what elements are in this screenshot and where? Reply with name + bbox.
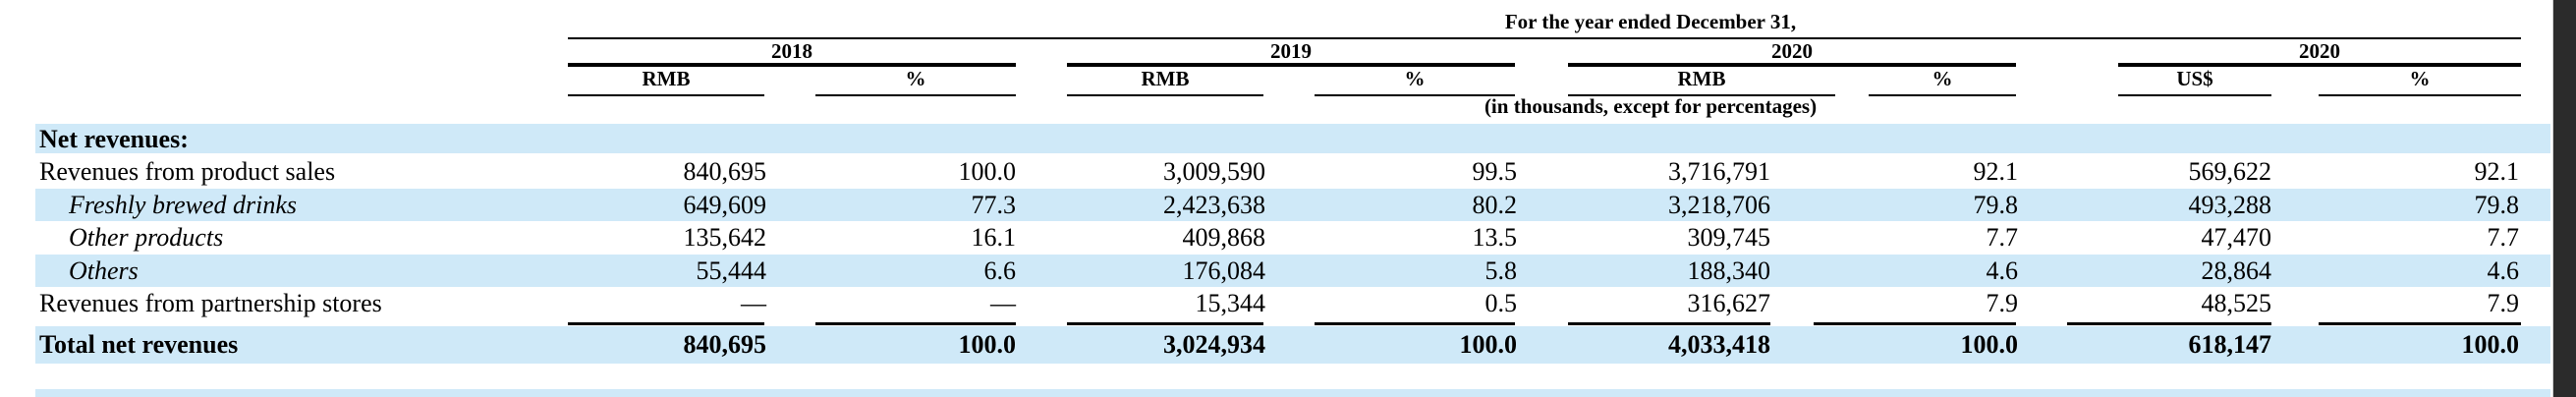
- total-rule-rmb-2020: [1568, 322, 1770, 325]
- row-band-next: [35, 389, 2550, 397]
- unit-header-rmb-2019: RMB: [1141, 67, 1190, 90]
- cell-r2-pct-2020: 7.7: [1986, 223, 2018, 252]
- row-band-6: [35, 326, 2550, 364]
- section-title: Net revenues:: [39, 125, 189, 153]
- unit-header-rmb-2020: RMB: [1677, 67, 1726, 90]
- cell-r4-pct-2018: —: [990, 289, 1016, 317]
- row-label-total-net-revenues: Total net revenues: [39, 330, 239, 359]
- unit-rule-usd-2020: [2118, 94, 2271, 96]
- unit-header-pct-2018: %: [905, 67, 926, 90]
- cell-r3-pct-2019: 5.8: [1484, 256, 1517, 285]
- row-label-product-sales: Revenues from product sales: [39, 157, 336, 186]
- cell-r4-pct-2019: 0.5: [1484, 289, 1517, 317]
- period-title: For the year ended December 31,: [1504, 10, 1797, 33]
- unit-header-pct-2019: %: [1404, 67, 1426, 90]
- cell-r0-rmb-2020: 3,716,791: [1668, 157, 1770, 186]
- row-label-freshly-brewed-drinks: Freshly brewed drinks: [69, 191, 298, 219]
- total-rule-pct-2020: [1814, 322, 2016, 325]
- cell-r3-usd-2020: 28,864: [2201, 256, 2271, 285]
- cell-r2-rmb-2019: 409,868: [1182, 223, 1265, 252]
- unit-header-usd-2020: US$: [2176, 67, 2213, 90]
- cell-r2-pct-2020-usd: 7.7: [2487, 223, 2519, 252]
- cell-r1-rmb-2019: 2,423,638: [1163, 191, 1265, 219]
- cell-r5-rmb-2020: 4,033,418: [1668, 330, 1770, 359]
- cell-r2-rmb-2020: 309,745: [1687, 223, 1770, 252]
- cell-r5-usd-2020: 618,147: [2188, 330, 2271, 359]
- row-label-other-products: Other products: [69, 223, 224, 252]
- cell-r3-rmb-2019: 176,084: [1182, 256, 1265, 285]
- cell-r5-pct-2019: 100.0: [1459, 330, 1517, 359]
- total-rule-usd-2020: [2067, 322, 2271, 325]
- cell-r1-pct-2020: 79.8: [1973, 191, 2018, 219]
- total-rule-pct-2019: [1315, 322, 1515, 325]
- cell-r2-rmb-2018: 135,642: [683, 223, 766, 252]
- row-band-2: [35, 189, 2550, 221]
- row-band-4: [35, 255, 2550, 287]
- cell-r2-pct-2018: 16.1: [971, 223, 1016, 252]
- unit-header-rmb-2018: RMB: [642, 67, 691, 90]
- year-header-2020-usd: 2020: [2299, 39, 2340, 63]
- cell-r0-pct-2019: 99.5: [1472, 157, 1517, 186]
- cell-r0-pct-2020: 92.1: [1973, 157, 2018, 186]
- total-rule-rmb-2018: [568, 322, 764, 325]
- cell-r4-rmb-2020: 316,627: [1687, 289, 1770, 317]
- cell-r5-pct-2020-usd: 100.0: [2461, 330, 2519, 359]
- row-band-section: [35, 124, 2550, 153]
- cell-r4-pct-2020: 7.9: [1986, 289, 2018, 317]
- cell-r0-pct-2020-usd: 92.1: [2474, 157, 2519, 186]
- year-header-2018: 2018: [771, 39, 812, 63]
- unit-header-pct-2020-usd: %: [2409, 67, 2431, 90]
- cell-r3-pct-2020-usd: 4.6: [2487, 256, 2519, 285]
- unit-rule-rmb-2018: [568, 94, 764, 96]
- unit-rule-pct-2018: [815, 94, 1016, 96]
- cell-r0-rmb-2019: 3,009,590: [1163, 157, 1265, 186]
- cell-r3-pct-2020: 4.6: [1986, 256, 2018, 285]
- cell-r2-usd-2020: 47,470: [2201, 223, 2271, 252]
- cell-r5-rmb-2018: 840,695: [683, 330, 766, 359]
- cell-r0-pct-2018: 100.0: [958, 157, 1016, 186]
- cell-r4-rmb-2019: 15,344: [1195, 289, 1265, 317]
- cell-r2-pct-2019: 13.5: [1472, 223, 1517, 252]
- cell-r3-pct-2018: 6.6: [983, 256, 1016, 285]
- cell-r5-pct-2018: 100.0: [958, 330, 1016, 359]
- units-note: (in thousands, except for percentages): [1484, 94, 1818, 118]
- year-header-2019: 2019: [1270, 39, 1312, 63]
- unit-rule-pct-2020-usd: [2319, 94, 2521, 96]
- cell-r1-rmb-2018: 649,609: [683, 191, 766, 219]
- cell-r1-pct-2019: 80.2: [1472, 191, 1517, 219]
- cell-r0-rmb-2018: 840,695: [683, 157, 766, 186]
- cell-r3-rmb-2018: 55,444: [696, 256, 766, 285]
- cell-r4-usd-2020: 48,525: [2201, 289, 2271, 317]
- cell-r1-pct-2020-usd: 79.8: [2474, 191, 2519, 219]
- cell-r4-pct-2020-usd: 7.9: [2487, 289, 2519, 317]
- total-rule-pct-2020-usd: [2319, 322, 2521, 325]
- unit-header-pct-2020: %: [1932, 67, 1953, 90]
- year-header-2020-rmb: 2020: [1771, 39, 1813, 63]
- cell-r4-rmb-2018: —: [741, 289, 766, 317]
- cell-r5-rmb-2019: 3,024,934: [1163, 330, 1265, 359]
- total-rule-rmb-2019: [1067, 322, 1263, 325]
- cell-r5-pct-2020: 100.0: [1960, 330, 2018, 359]
- cell-r1-pct-2018: 77.3: [971, 191, 1016, 219]
- cell-r1-rmb-2020: 3,218,706: [1668, 191, 1770, 219]
- row-label-partnership-stores: Revenues from partnership stores: [39, 289, 382, 317]
- cell-r3-rmb-2020: 188,340: [1687, 256, 1770, 285]
- cell-r1-usd-2020: 493,288: [2188, 191, 2271, 219]
- unit-rule-rmb-2019: [1067, 94, 1263, 96]
- total-rule-pct-2018: [815, 322, 1016, 325]
- cell-r0-usd-2020: 569,622: [2188, 157, 2271, 186]
- row-label-others: Others: [69, 256, 139, 285]
